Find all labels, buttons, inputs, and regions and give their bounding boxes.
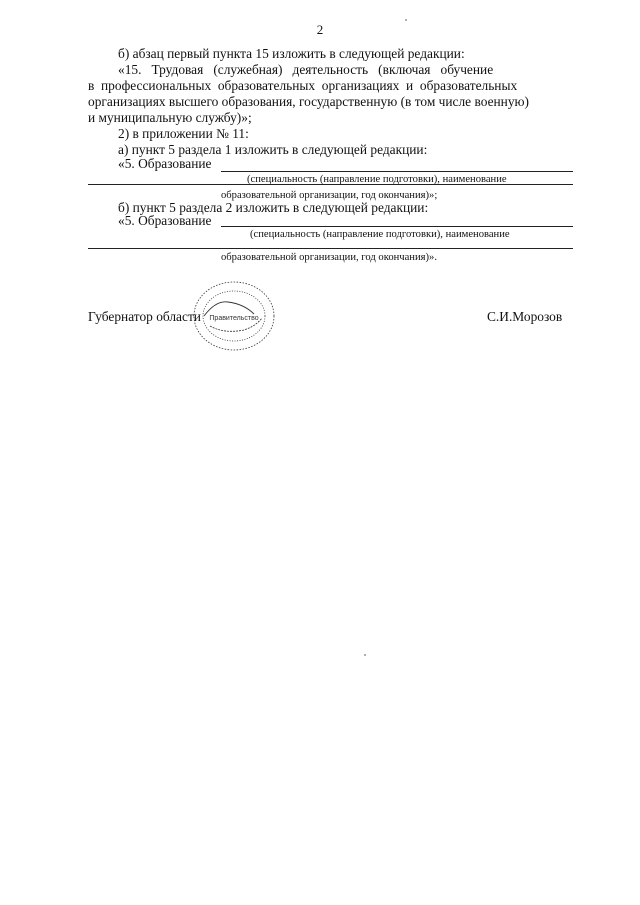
scan-speck — [405, 19, 407, 21]
caption-1b: образовательной организации, год окончания)»; — [221, 190, 438, 201]
paragraph-15-line-1: «15. Трудовая (служебная) деятельность (включая обучение — [118, 62, 494, 77]
signature-title: Губернатор области — [88, 309, 201, 324]
fill-line-1b — [88, 184, 573, 185]
caption-2b: образовательной организации, год окончания)». — [221, 252, 437, 263]
scan-speck — [364, 654, 366, 656]
paragraph-2-intro: 2) в приложении № 11: — [118, 126, 249, 141]
fill-line-1a — [221, 171, 573, 172]
fill-line-2b — [88, 248, 573, 249]
official-seal-stamp — [192, 280, 276, 352]
paragraph-b-intro: б) абзац первый пункта 15 изложить в следующей редакции: — [118, 46, 465, 61]
paragraph-15-line-4: и муниципальную службу)»; — [88, 110, 252, 125]
paragraph-a-intro: а) пункт 5 раздела 1 изложить в следующей редакции: — [118, 142, 428, 157]
fill-line-2a — [221, 226, 573, 227]
paragraph-b2-intro: б) пункт 5 раздела 2 изложить в следующей редакции: — [118, 200, 429, 215]
caption-1a: (специальность (направление подготовки), наименование — [247, 174, 507, 185]
stamp-text: Правительство — [209, 315, 259, 322]
page-number: 2 — [316, 22, 324, 37]
education-label-2: «5. Образование — [118, 213, 212, 228]
paragraph-15-line-2: в профессиональных образовательных организациях и образовательных — [88, 78, 518, 93]
signature-name: С.И.Морозов — [487, 309, 563, 324]
paragraph-15-line-3: организациях высшего образования, государственную (в том числе военную) — [88, 94, 530, 109]
education-label-1: «5. Образование — [118, 156, 212, 171]
caption-2a: (специальность (направление подготовки), наименование — [250, 229, 510, 240]
